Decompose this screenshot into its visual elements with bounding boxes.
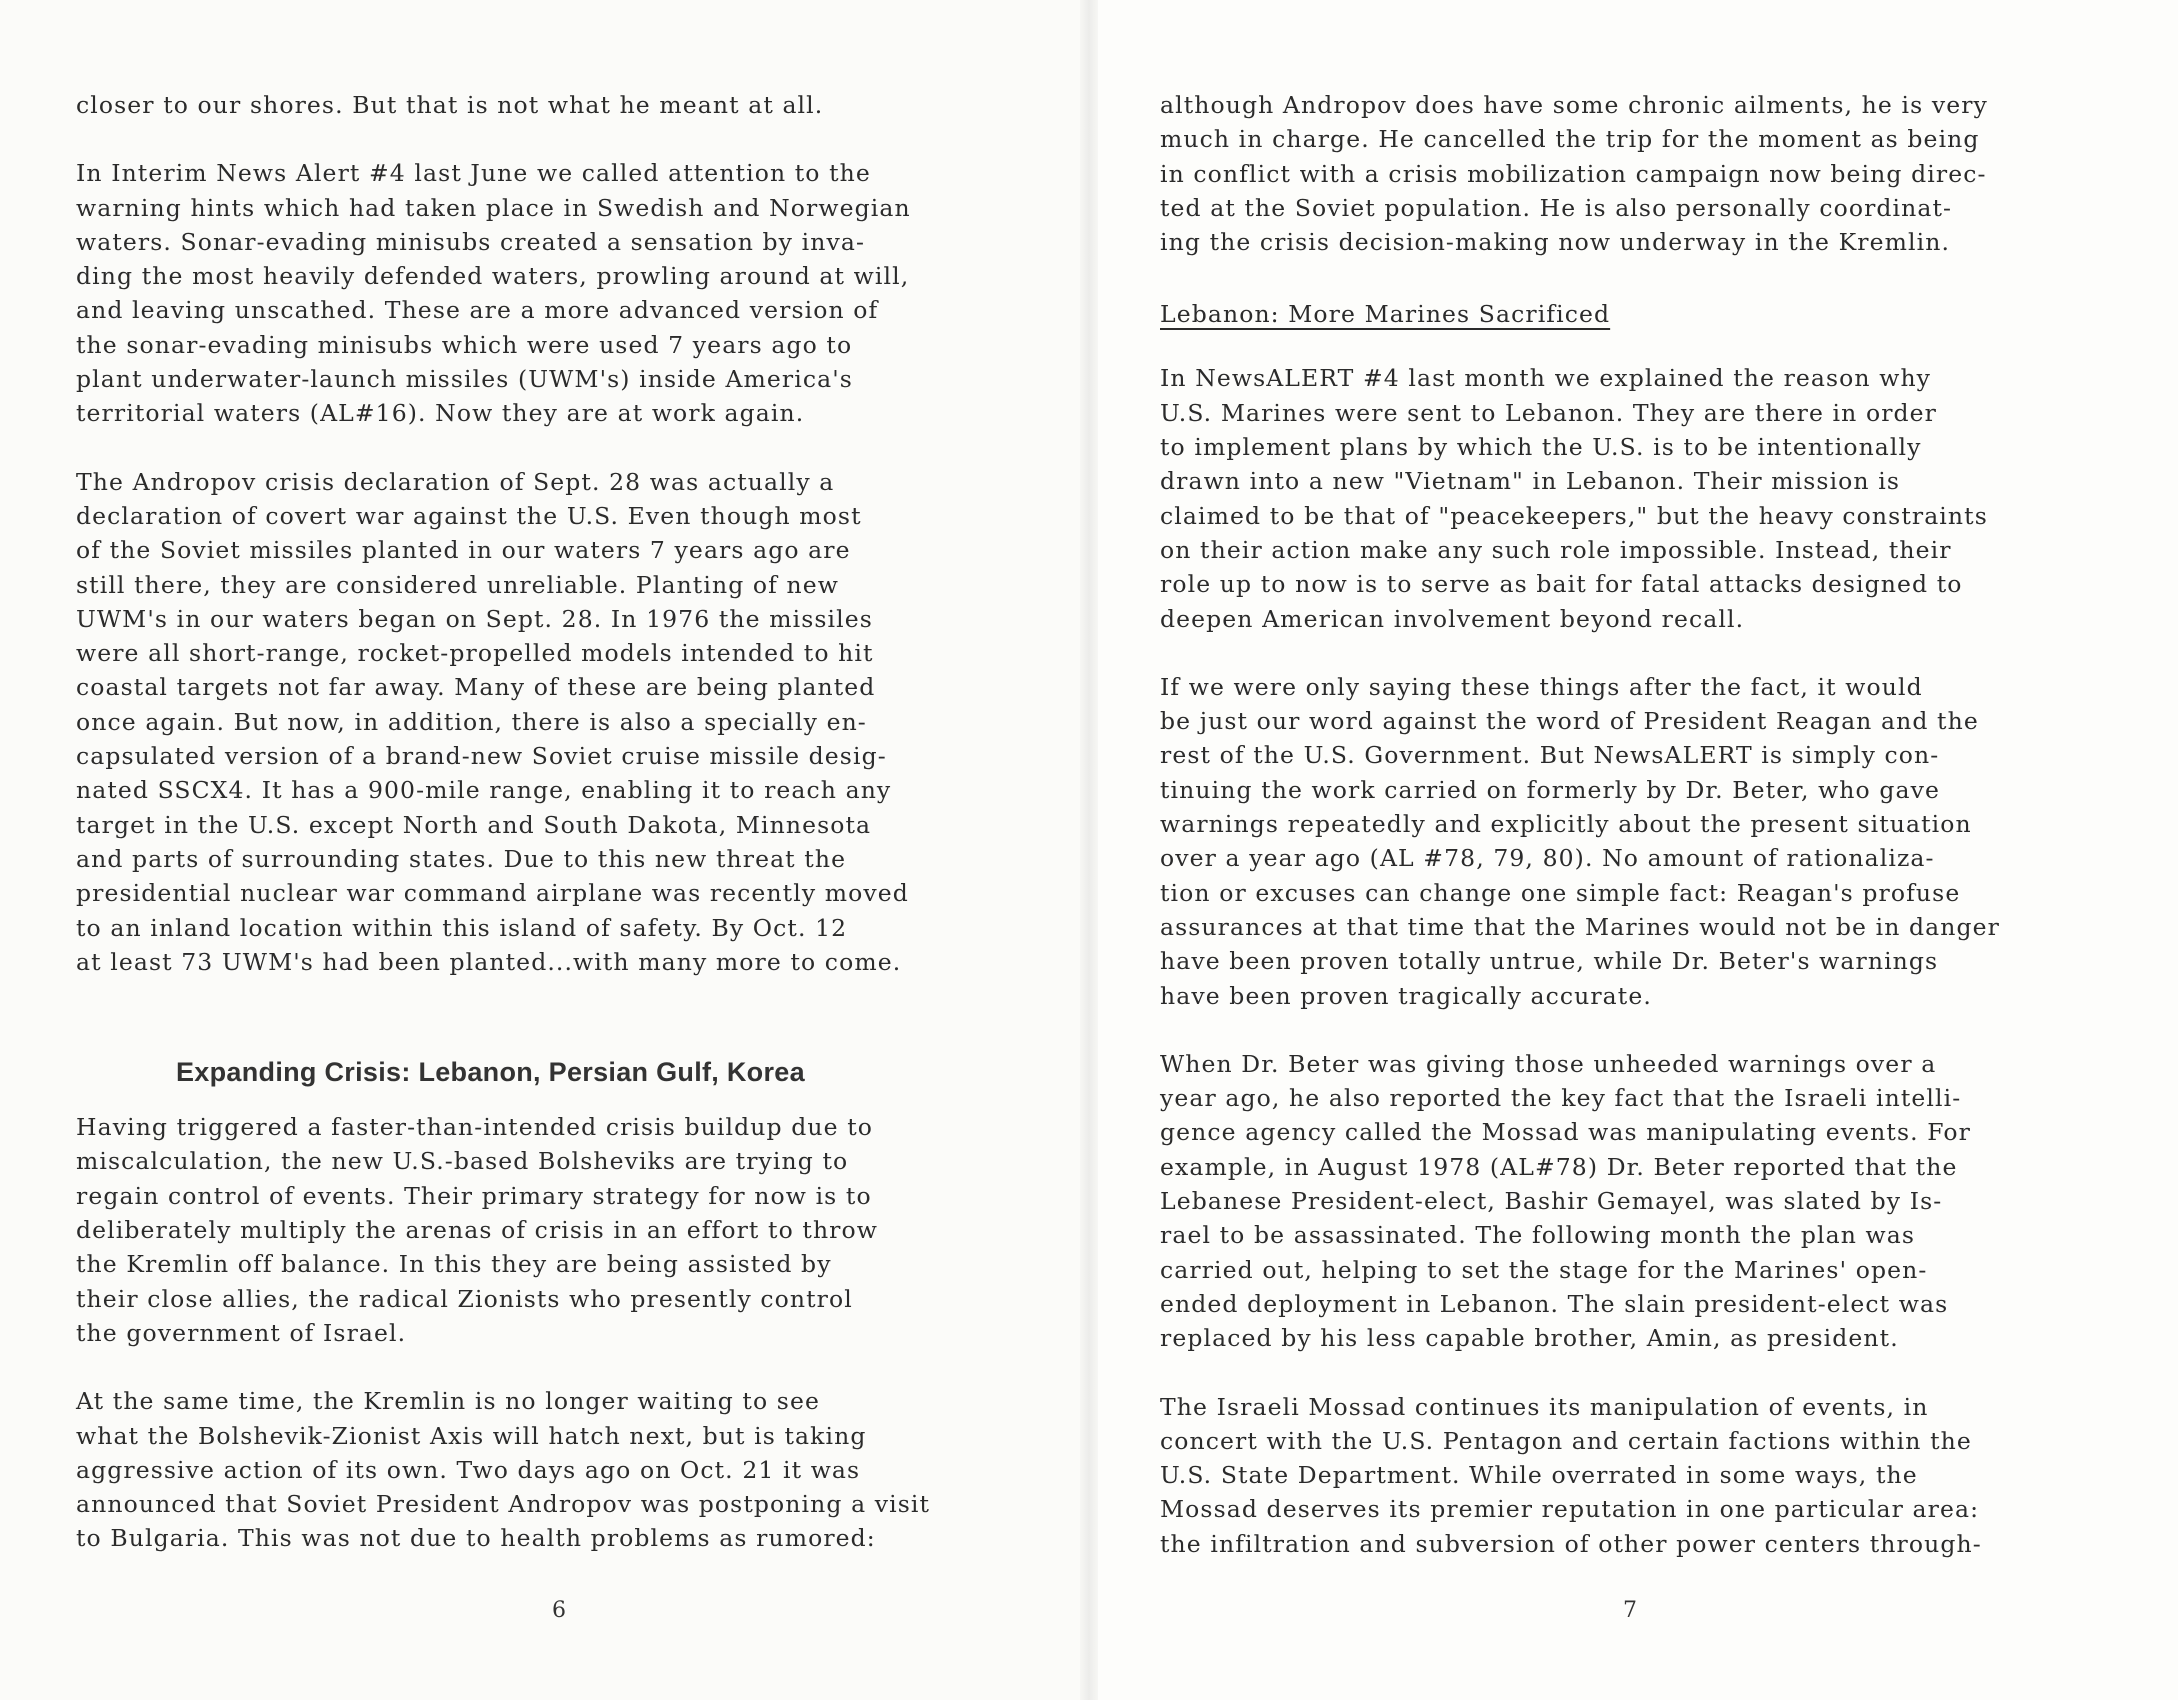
paragraph: In Interim News Alert #4 last June we called attention to the warning hints which had taken place in Swedish and Norwegian waters. Sonar-evading minisubs created a sensation by inva- ding the most heavily defended waters, prowling around at will, and leaving unscathed. These are a more advanced version of the sonar-evading minisubs which were used 7 years ago to plant underwater-launch missiles (UWM's) inside America's territorial waters (AL#16). Now they are at work again. <box>76 159 911 428</box>
paragraph: If we were only saying these things after the fact, it would be just our word against the word of President Reagan and the rest of the U.S. Government. But NewsALERT is simply con- tinuing the work carried on formerly by Dr. Beter, who gave warnings repeatedly and explicitly about the present situation over a year ago (AL #78, 79, 80). No amount of rationaliza- tion or excuses can change one simple fact: Reagan's profuse assurances at that time that the Marines would not be in danger have been proven totally untrue, while Dr. Beter's warnings have been proven tragically accurate. <box>1160 672 2000 1010</box>
section-subheading: Lebanon: More Marines Sacrificed <box>1160 300 1611 329</box>
page-number: 7 <box>1623 1598 1637 1623</box>
paragraph: At the same time, the Kremlin is no longer waiting to see what the Bolshevik-Zionist Axis will hatch next, but is taking aggressive action of its own. Two days ago on Oct. 21 it was announced that Soviet President Andropov was postponing a visit to Bulgaria. This was not due to health problems as rumored: <box>76 1387 931 1553</box>
right-page <box>1089 0 2178 1700</box>
paragraph: In NewsALERT #4 last month we explained the reason why U.S. Marines were sent to Lebanon. They are there in order to implement plans by which the U.S. is to be intentionally drawn into a new "Vietnam" in Lebanon. Their mission is claimed to be that of "peacekeepers," but the heavy constraints on their action make any such role impossible. Instead, their role up to now is to serve as bait for fatal attacks designed to deepen American involvement beyond recall. <box>1160 364 1988 633</box>
page-number: 6 <box>552 1598 566 1623</box>
left-text-column <box>76 88 1066 1556</box>
paragraph: The Israeli Mossad continues its manipulation of events, in concert with the U.S. Pentagon and certain factions within the U.S. State Department. While overrated in some ways, the Mossad deserves its premier reputation in one particular area: the infiltration and subversion of other power centers through- <box>1160 1392 1982 1558</box>
paragraph: closer to our shores. But that is not what he meant at all. <box>76 91 824 119</box>
binding-gutter <box>1080 0 1098 1700</box>
section-heading: Expanding Crisis: Lebanon, Persian Gulf, Korea <box>176 1057 805 1088</box>
paragraph: although Andropov does have some chronic ailments, he is very much in charge. He cancelled the trip for the moment as being in conflict with a crisis mobilization campaign now being direc- ted at the Soviet population. He is also personally coordinat- ing the crisis decision-making now underway in the Kremlin. <box>1160 91 1988 257</box>
paragraph: The Andropov crisis declaration of Sept. 28 was actually a declaration of covert war against the U.S. Even though most of the Soviet missiles planted in our waters 7 years ago are still there, they are considered unreliable. Planting of new UWM's in our waters began on Sept. 28. In 1976 the missiles were all short-range, rocket-propelled models intended to hit coastal targets not far away. Many of these are being planted once again. But now, in addition, there is also a specially en- capsulated version of a brand-new Soviet cruise missile desig- nated SSCX4. It has a 900-mile range, enabling it to reach any target in the U.S. except North and South Dakota, Minnesota and parts of surrounding states. Due to this new threat the presidential nuclear war command airplane was recently moved to an inland location within this island of safety. By Oct. 12 at least 73 UWM's had been planted...with many more to come. <box>76 467 909 976</box>
paragraph: When Dr. Beter was giving those unheeded warnings over a year ago, he also reported the key fact that the Israeli intelli- gence agency called the Mossad was manipulating events. For example, in August 1978 (AL#78) Dr. Beter reported that the Lebanese President-elect, Bashir Gemayel, was slated by Is- rael to be assassinated. The following month the plan was carried out, helping to set the stage for the Marines' open- ended deployment in Lebanon. The slain president-elect was replaced by his less capable brother, Amin, as president. <box>1160 1049 1971 1353</box>
right-text-column <box>1160 88 2160 1561</box>
paragraph: Having triggered a faster-than-intended crisis buildup due to miscalculation, the new U.S.-based Bolsheviks are trying to regain control of events. Their primary strategy for now is to deliberately multiply the arenas of crisis in an effort to throw the Kremlin off balance. In this they are being assisted by their close allies, the radical Zionists who presently control the government of Israel. <box>76 1113 878 1347</box>
